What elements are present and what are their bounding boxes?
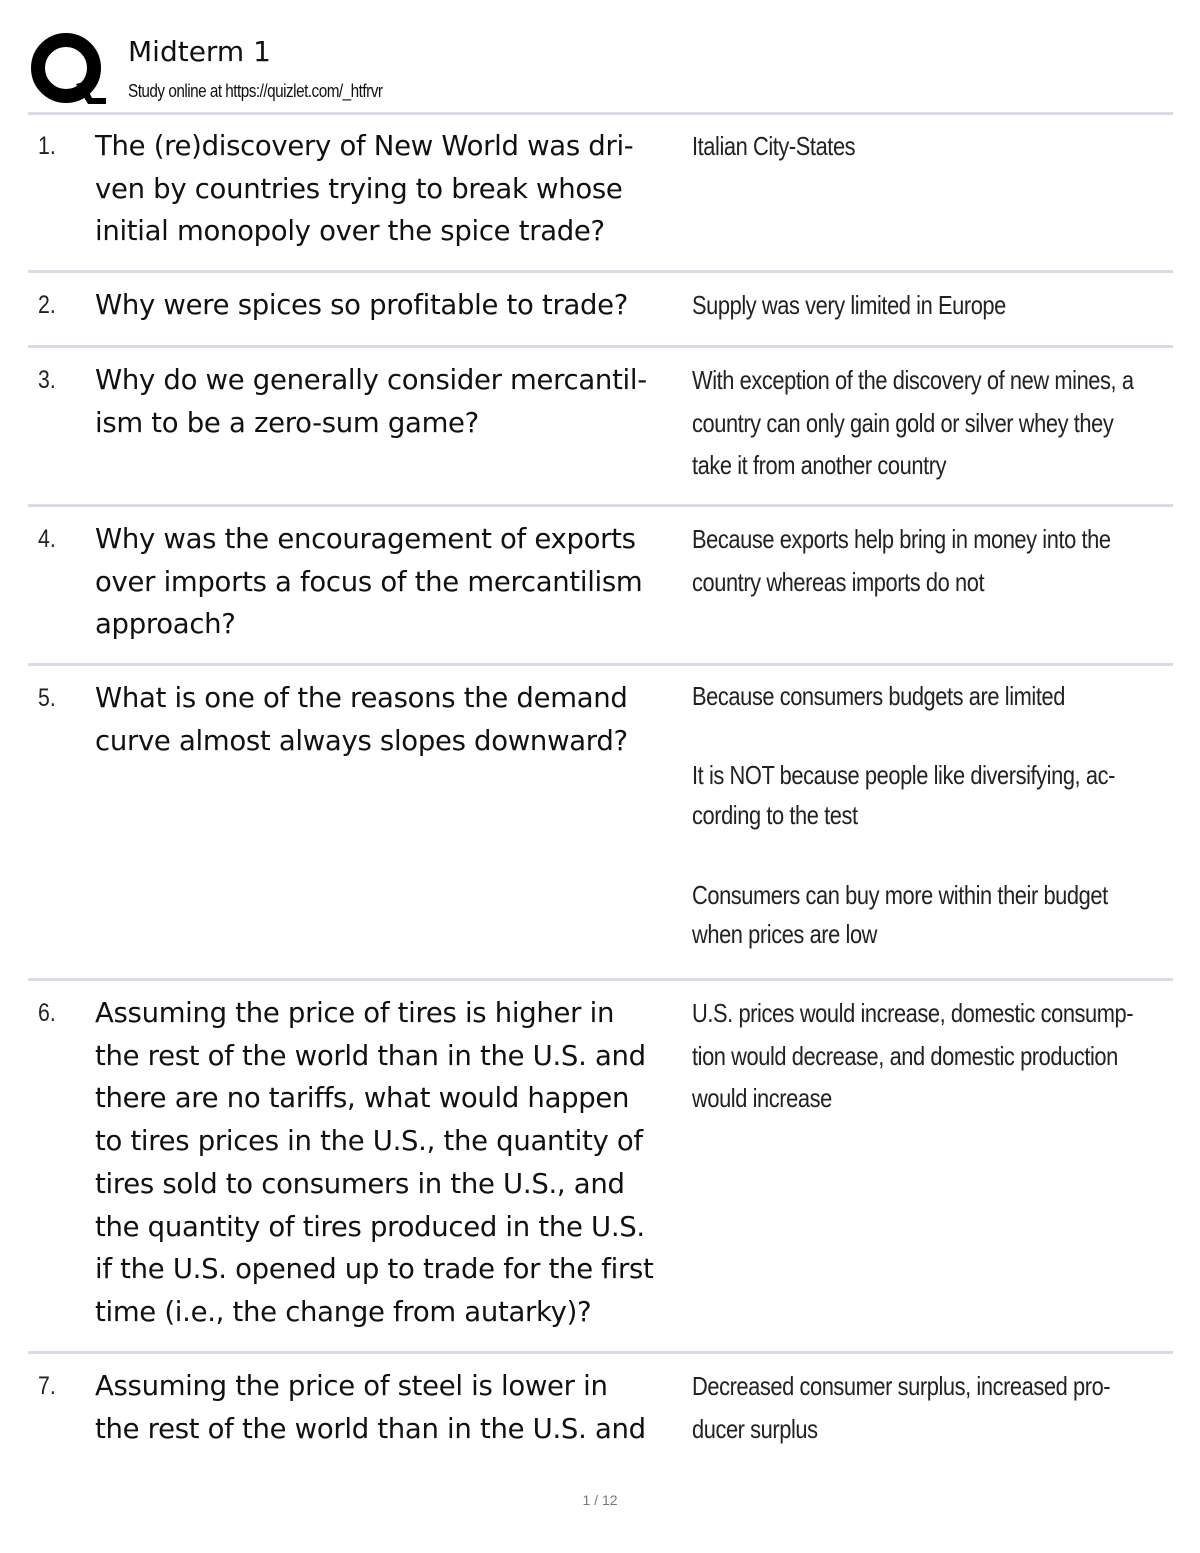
card-term: Why was the encouragement of exports over imports a focus of the mercantilism approach? <box>95 523 643 641</box>
card-term: Why do we generally consider mercantil- ism to be a zero-sum game? <box>95 364 647 439</box>
page-number: 1 / 12 <box>582 1492 618 1508</box>
card-term: Assuming the price of steel is lower in the rest of the world than in the U.S. and <box>95 1370 646 1445</box>
card-definition: Decreased consumer surplus, increased pro- ducer surplus <box>692 1371 1111 1444</box>
divider <box>28 1351 1173 1354</box>
card-term: Assuming the price of tires is higher in the rest of the world than in the U.S. and there are no tariffs, what would happen to tires prices in the U.S., the quantity of tires sold to consumers in the U.S., and the quantity of tires produced in the U.S. if the U.S. opened up to trade for the first time (i.e., the change from autarky)? <box>95 997 654 1328</box>
divider <box>28 504 1173 507</box>
card-term: Why were spices so profitable to trade? <box>95 289 629 321</box>
study-online-link[interactable]: Study online at https://quizlet.com/_htfrvr <box>128 81 383 101</box>
card-definition: Because exports help bring in money into the country whereas imports do not <box>692 524 1111 597</box>
divider <box>28 112 1173 115</box>
card-number: 6. <box>38 999 56 1027</box>
document-header <box>30 30 1172 110</box>
card-definition: Italian City-States <box>692 131 856 161</box>
card-number: 4. <box>38 525 56 553</box>
divider <box>28 270 1173 273</box>
card-number: 2. <box>38 291 56 319</box>
card-definition: With exception of the discovery of new mines, a country can only gain gold or silver whey they take it from another country <box>692 365 1134 480</box>
card-number: 1. <box>38 132 56 160</box>
card-definition: U.S. prices would increase, domestic consump- tion would decrease, and domestic production would increase <box>692 998 1134 1113</box>
divider <box>28 345 1173 348</box>
card-term: The (re)discovery of New World was dri- ven by countries trying to break whose initial monopoly over the spice trade? <box>95 130 634 248</box>
card-definition: Because consumers budgets are limited It is NOT because people like diversifying, ac- cording to the test Consumers can buy more within their budget when prices are low <box>692 681 1115 950</box>
quizlet-logo <box>30 32 106 108</box>
divider <box>28 663 1173 666</box>
card-definition: Supply was very limited in Europe <box>692 290 1006 320</box>
card-number: 7. <box>38 1372 56 1400</box>
card-number: 5. <box>38 684 56 712</box>
divider <box>28 978 1173 981</box>
page-title: Midterm 1 <box>128 35 271 68</box>
card-number: 3. <box>38 366 56 394</box>
card-term: What is one of the reasons the demand curve almost always slopes downward? <box>95 682 628 757</box>
